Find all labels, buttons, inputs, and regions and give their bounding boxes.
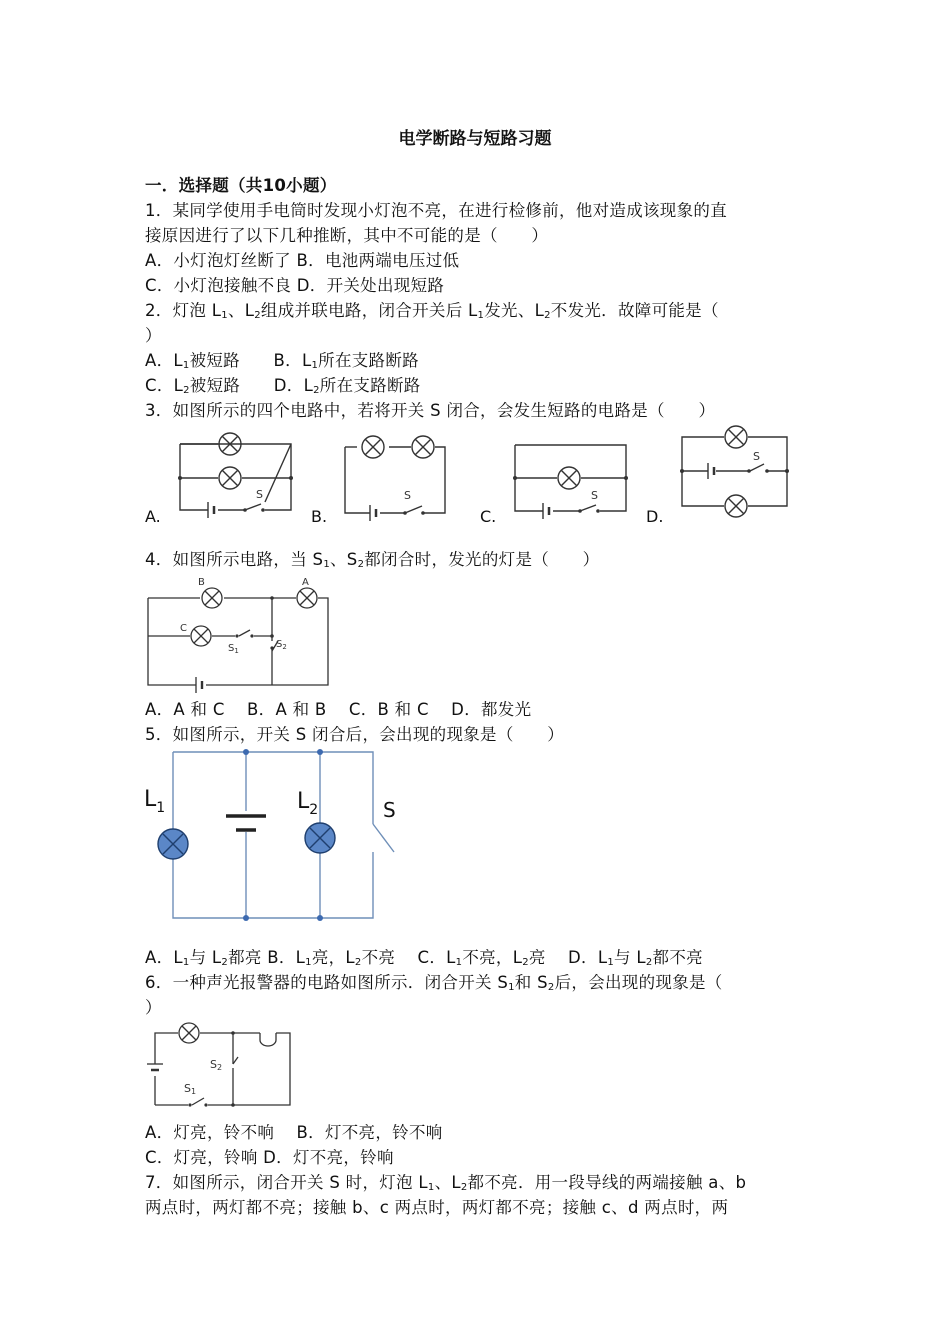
q4-lamp-b-label: B (198, 577, 205, 588)
q1-stem-line2: 接原因进行了以下几种推断，其中不可能的是（ ） (145, 226, 549, 245)
q4-lamp-a-label: A (302, 577, 309, 588)
q3-circuit-a (170, 425, 300, 525)
q5-stem: 5．如图所示，开关 S 闭合后，会出现的现象是（ ） (145, 725, 565, 744)
q5-options: A．$L_1$与 $L_2$都亮 B．$L_1$亮，$L_2$不亮 C．$L_1$不亮，$L_2$亮 D．$L_1$与 $L_2$都不亮 (145, 948, 703, 968)
q3-a-switch-label: S (256, 488, 263, 501)
q3-label-a: A. (145, 507, 161, 526)
q6-stem-line1: 6．一种声光报警器的电路如图所示．闭合开关 $S_1$和 $S_2$后，会出现的现象是（ (145, 973, 723, 993)
q3-b-switch-label: S (404, 489, 411, 502)
q2-stem-line2: ） (145, 326, 162, 345)
q5-lamp1-label: $L_1$ (144, 787, 166, 816)
q3-label-c: C. (480, 507, 497, 526)
q3-d-switch-label: S (753, 450, 760, 463)
q6-stem-line2: ） (145, 998, 162, 1017)
q5-lamp2-label: $L_2$ (297, 789, 319, 818)
q4-options: A．A 和 C B．A 和 B C．B 和 C D．都发光 (145, 700, 532, 719)
q3-stem: 3．如图所示的四个电路中，若将开关 S 闭合，会发生短路的电路是（ ） (145, 401, 716, 420)
q4-switch2-label: $S_2$ (276, 639, 287, 651)
q4-switch1-label: $S_1$ (228, 643, 239, 655)
q5-switch-label: S (383, 798, 396, 822)
q6-options-cd: C．灯亮，铃响 D．灯不亮，铃响 (145, 1148, 394, 1167)
q5-circuit (140, 748, 410, 926)
q3-circuit-d (672, 420, 797, 525)
q4-lamp-c-label: C (180, 623, 187, 634)
q4-circuit (140, 573, 340, 698)
q3-c-switch-label: S (591, 489, 598, 502)
q3-circuit-b (335, 425, 455, 525)
q3-circuit-c (505, 433, 635, 525)
q3-label-b: B. (311, 507, 328, 526)
q6-switch2-label: S2 (210, 1058, 223, 1072)
q1-options-ab: A．小灯泡灯丝断了 B．电池两端电压过低 (145, 251, 460, 270)
page-title: 电学断路与短路习题 (398, 129, 552, 149)
section-heading: 一．选择题（共10小题） (145, 176, 337, 195)
q4-stem: 4．如图所示电路，当 $S_1$、$S_2$都闭合时，发光的灯是（ ） (145, 550, 600, 570)
q2-stem-line1: 2．灯泡 $L_1$、$L_2$组成并联电路，闭合开关后 $L_1$发光、$L_2$不发光．故障可能是（ (145, 301, 719, 321)
q2-options-ab: A．$L_1$被短路 B．$L_1$所在支路断路 (145, 351, 419, 371)
q7-stem-line1: 7．如图所示，闭合开关 S 时，灯泡 $L_1$、$L_2$都不亮．用一段导线的两端接触 a、b (145, 1173, 747, 1193)
q6-circuit (140, 1020, 300, 1110)
q1-stem-line1: 1．某同学使用手电筒时发现小灯泡不亮，在进行检修前，他对造成该现象的直 (145, 201, 727, 220)
q2-options-cd: C．$L_2$被短路 D．$L_2$所在支路断路 (145, 376, 421, 396)
q7-stem-line2: 两点时，两灯都不亮；接触 b、c 两点时，两灯都不亮；接触 c、d 两点时，两 (145, 1198, 729, 1217)
q6-switch1-label: S1 (184, 1082, 197, 1096)
q1-options-cd: C．小灯泡接触不良 D．开关处出现短路 (145, 276, 445, 295)
q6-options-ab: A．灯亮，铃不响 B．灯不亮，铃不响 (145, 1123, 443, 1142)
q3-label-d: D. (646, 507, 664, 526)
